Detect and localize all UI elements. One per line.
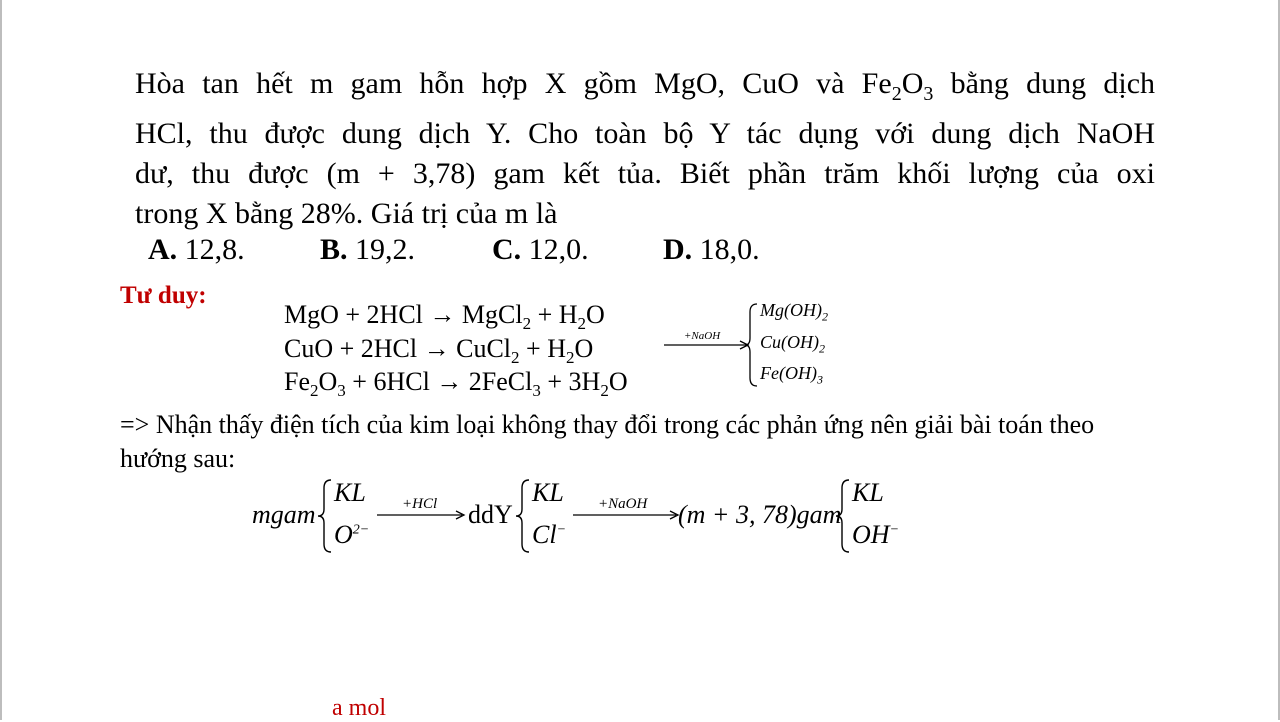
product-mgoh2: $Mg(OH)_2$ bbox=[760, 300, 828, 324]
scheme-mass-expr: (m + 3, 78)gam bbox=[678, 500, 842, 529]
a-mol-note: a mol bbox=[332, 695, 386, 721]
problem-line-4: trong X bằng 28%. Giá trị của m là bbox=[135, 197, 558, 230]
answer-c: C. 12,0. bbox=[492, 233, 589, 266]
product-feoh3: $Fe(OH)_3$ bbox=[760, 363, 823, 387]
product-cuoh2: $Cu(OH)_2$ bbox=[760, 332, 825, 356]
problem-text bbox=[135, 64, 1155, 234]
scheme-brace-2 bbox=[514, 478, 532, 554]
scheme-o2: $O^{2-}$ bbox=[334, 520, 370, 549]
reaction-3: $Fe_2O_3 + 6HCl$ → 2FeCl$_3$ + $3H_2O$ bbox=[284, 367, 628, 401]
answer-d: D. 18,0. bbox=[663, 233, 760, 266]
scheme-kl-1: KL bbox=[334, 478, 366, 507]
scheme-brace-1 bbox=[316, 478, 334, 554]
note-line-1: => Nhận thấy điện tích của kim loại không thay đổi trong các phản ứng nên giải bài toán theo bbox=[120, 410, 1095, 439]
reaction-1: MgO + 2HCl → MgCl$_2$ + $H_2O$ bbox=[284, 300, 605, 334]
scheme-brace-3 bbox=[834, 478, 852, 554]
scheme-cl: Cl− bbox=[532, 520, 567, 549]
note-line-2: hướng sau: bbox=[120, 444, 236, 473]
answer-a: A. 12,8. bbox=[148, 233, 245, 266]
scheme-kl-3: KL bbox=[852, 478, 884, 507]
scheme-kl-2: KL bbox=[532, 478, 564, 507]
product-brace bbox=[744, 302, 760, 388]
hcl-arrow bbox=[376, 508, 468, 522]
tuduy-label: Tư duy: bbox=[120, 282, 207, 309]
reaction-2: CuO + 2HCl → CuCl$_2$ + $H_2O$ bbox=[284, 334, 594, 368]
scheme-ddy: ddY bbox=[468, 500, 513, 529]
naoh-label-1: +NaOH bbox=[684, 330, 721, 342]
naoh-arrow-2 bbox=[572, 508, 682, 522]
scheme-oh: OH− bbox=[852, 520, 900, 549]
problem-line-1: Hòa tan hết m gam hỗn hợp X gồm MgO, CuO và $Fe_2O_3$ bằng dung dịch bbox=[135, 67, 1156, 105]
scheme-mgam: mgam bbox=[252, 500, 316, 529]
naoh-arrow-1 bbox=[662, 338, 754, 352]
hcl-label: +HCl bbox=[402, 496, 438, 512]
note-text bbox=[120, 408, 1094, 476]
problem-line-3: dư, thu được (m + 3,78) gam kết tủa. Biết phần trăm khối lượng của oxi bbox=[135, 157, 1155, 190]
answer-b: B. 19,2. bbox=[320, 233, 416, 266]
left-border bbox=[0, 0, 2, 720]
naoh-label-2: +NaOH bbox=[598, 496, 648, 512]
problem-line-2: HCl, thu được dung dịch Y. Cho toàn bộ Y tác dụng với dung dịch NaOH bbox=[135, 117, 1155, 150]
